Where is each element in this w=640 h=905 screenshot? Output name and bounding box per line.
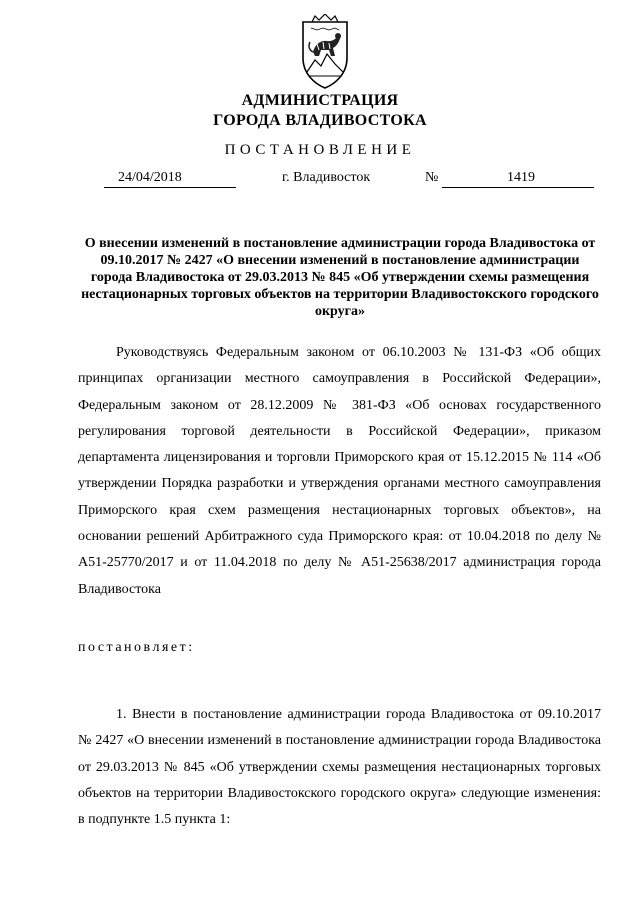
document-title: О внесении изменений в постановление администрации города Владивостока от 09.10.2017 № 2427 «О внесении изменений в постановление администрации города Владивостока от 29.03.2013 № 845 «Об утверждении схемы размещения нестационарных торговых объектов на территории Владивостокского городского округа» xyxy=(81,236,599,319)
document-type: ПОСТАНОВЛЕНИЕ xyxy=(224,142,416,158)
document-place: г. Владивосток xyxy=(282,170,371,185)
decrees-heading: постановляет: xyxy=(78,640,195,655)
preamble-paragraph: Руководствуясь Федеральным законом от 06.10.2003 № 131-ФЗ «Об общих принципах организации местного самоуправления в Российской Федерации», Федеральным законом от 28.12.2009 № 381-ФЗ «Об основах государственного регулирования торговой деятельности в Российской Федерации», приказом департамента лицензирования и торговли Приморского края от 15.12.2015 № 114 «Об утверждении Порядка разработки и утверждения органами местного самоуправления Приморского края схем размещения нестационарных торговых объектов», на основании решений Арбитражного суда Приморского края: от 10.04.2018 по делу № А51-25770/2017 и от 11.04.2018 по делу № А51-25638/2017 администрация города Владивостока xyxy=(78,345,601,597)
organization-name-line2: ГОРОДА ВЛАДИВОСТОКА xyxy=(213,112,427,129)
document-number-label: № xyxy=(425,170,439,185)
document-number: 1419 xyxy=(442,170,594,188)
organization-name-line1: АДМИНИСТРАЦИЯ xyxy=(241,92,399,109)
city-coat-of-arms-icon xyxy=(297,14,353,90)
document-date: 24/04/2018 xyxy=(104,170,236,188)
item-1-paragraph: 1. Внести в постановление администрации города Владивостока от 09.10.2017 № 2427 «О внесении изменений в постановление администрации города Владивостока от 29.03.2013 № 845 «Об утверждении схемы размещения нестационарных торговых объектов на территории Владивостокского городского округа» следующие изменения: в подпункте 1.5 пункта 1: xyxy=(78,707,601,828)
